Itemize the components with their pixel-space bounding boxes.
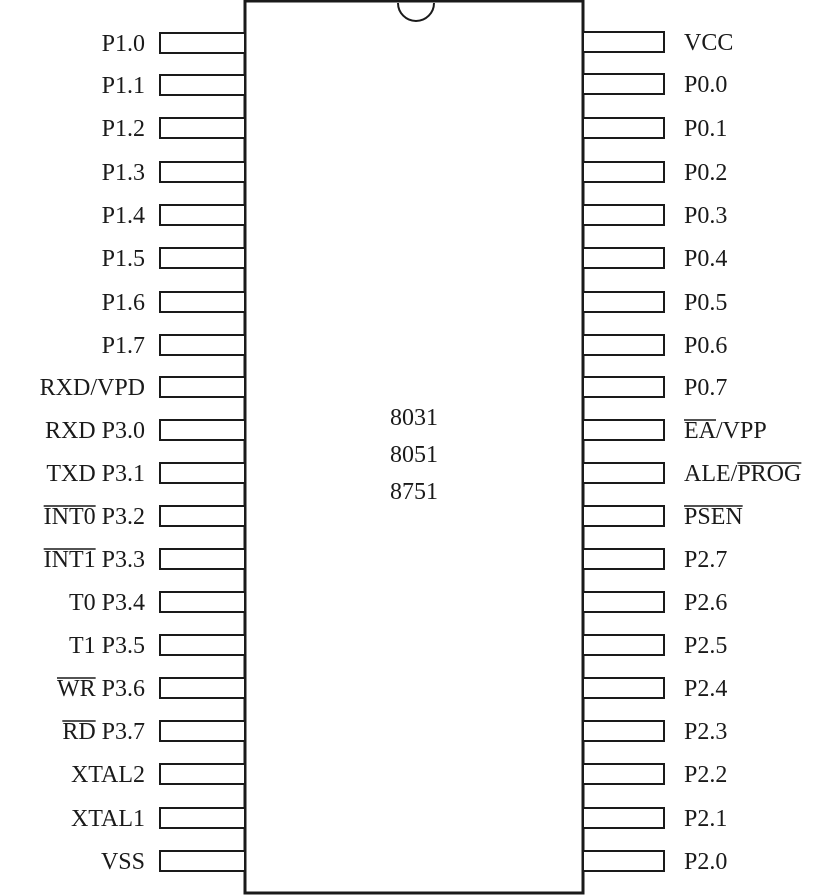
pin-lead bbox=[160, 377, 245, 397]
pin-label: P2.0 bbox=[684, 849, 728, 875]
pin-p2-4 bbox=[583, 676, 727, 702]
pin-p1-5 bbox=[102, 246, 245, 272]
pin-lead bbox=[160, 118, 245, 138]
pin-xtal2 bbox=[71, 762, 245, 788]
pin-p2-5 bbox=[583, 633, 727, 659]
pin-p1-3 bbox=[102, 160, 245, 186]
pin-label: VSS bbox=[100, 849, 145, 875]
pin-label: P0.1 bbox=[684, 116, 728, 142]
pin-label: P0.6 bbox=[684, 333, 728, 359]
pin-ale-prog bbox=[583, 461, 801, 487]
pin-p0-1 bbox=[583, 116, 727, 142]
pin-lead bbox=[583, 162, 664, 182]
pin-lead bbox=[160, 463, 245, 483]
pin-rd-p3-7 bbox=[62, 719, 245, 745]
pin-label: P0.2 bbox=[684, 160, 728, 186]
pin-label: WR P3.6 bbox=[56, 676, 145, 702]
pin-int0-p3-2 bbox=[44, 504, 245, 530]
pin-label: P1.4 bbox=[101, 203, 145, 229]
pin-lead bbox=[160, 335, 245, 355]
pin-lead bbox=[160, 162, 245, 182]
pin-lead bbox=[160, 248, 245, 268]
pin-lead bbox=[583, 335, 664, 355]
pin-p0-2 bbox=[583, 160, 727, 186]
pin-p2-1 bbox=[583, 806, 727, 832]
pin-label: ALE/PROG bbox=[684, 461, 802, 487]
pin-label: RXD P3.0 bbox=[44, 418, 145, 444]
pin-label: INT1 P3.3 bbox=[43, 547, 145, 573]
pin-label: P2.1 bbox=[684, 806, 728, 832]
pin-p1-1 bbox=[102, 73, 245, 99]
pin-lead bbox=[160, 75, 245, 95]
pin-lead bbox=[583, 248, 664, 268]
pin-label: P2.5 bbox=[684, 633, 728, 659]
pin-label: RD P3.7 bbox=[62, 719, 145, 745]
pin-label: XTAL2 bbox=[70, 762, 145, 788]
pin-lead bbox=[583, 506, 664, 526]
pin-label: P2.3 bbox=[684, 719, 728, 745]
pin-p1-6 bbox=[102, 290, 245, 316]
pin-lead bbox=[583, 808, 664, 828]
pin-lead bbox=[583, 592, 664, 612]
pin-label: XTAL1 bbox=[70, 806, 145, 832]
pin-lead bbox=[583, 764, 664, 784]
pin-label: P1.2 bbox=[101, 116, 145, 142]
pin-label: INT0 P3.2 bbox=[43, 504, 145, 530]
pin-label: P1.5 bbox=[101, 246, 145, 272]
pin-lead bbox=[160, 549, 245, 569]
pin-p0-3 bbox=[583, 203, 727, 229]
pin-lead bbox=[160, 292, 245, 312]
pin-lead bbox=[583, 635, 664, 655]
pin-label: P1.6 bbox=[101, 290, 145, 316]
pin-lead bbox=[160, 420, 245, 440]
pin-lead bbox=[160, 721, 245, 741]
pin-label: P2.2 bbox=[684, 762, 728, 788]
pin-rxd-p3-0 bbox=[45, 418, 245, 444]
pin-lead bbox=[583, 32, 664, 52]
pin-label: T0 P3.4 bbox=[68, 590, 145, 616]
pin-xtal1 bbox=[71, 806, 245, 832]
pin-label: P2.4 bbox=[684, 676, 728, 702]
pin-lead bbox=[583, 292, 664, 312]
pin-p0-4 bbox=[583, 246, 727, 272]
pin-lead bbox=[583, 118, 664, 138]
pin-label: P1.7 bbox=[101, 333, 145, 359]
pin-lead bbox=[160, 808, 245, 828]
pin-lead bbox=[583, 851, 664, 871]
pin-lead bbox=[160, 851, 245, 871]
pin-lead bbox=[583, 377, 664, 397]
pin-lead bbox=[160, 33, 245, 53]
pin-label: P0.5 bbox=[684, 290, 728, 316]
pin-lead bbox=[160, 635, 245, 655]
pin-lead bbox=[583, 721, 664, 741]
pin-label: P2.7 bbox=[684, 547, 728, 573]
pin-lead bbox=[160, 592, 245, 612]
pin-lead bbox=[160, 205, 245, 225]
pin-lead bbox=[583, 420, 664, 440]
pin-txd-p3-1 bbox=[46, 461, 245, 487]
right-pin-column bbox=[583, 30, 801, 875]
pin-int1-p3-3 bbox=[44, 547, 245, 573]
part-number-8051: 8051 bbox=[390, 442, 438, 468]
pin-lead bbox=[583, 205, 664, 225]
pin-label: P0.7 bbox=[684, 375, 728, 401]
pin-wr-p3-6 bbox=[57, 676, 245, 702]
pin-lead bbox=[583, 549, 664, 569]
pin-vss bbox=[101, 849, 245, 875]
pin-p2-6 bbox=[583, 590, 727, 616]
pin-label: P1.1 bbox=[101, 73, 145, 99]
pin-p2-2 bbox=[583, 762, 727, 788]
pin-p0-0 bbox=[583, 72, 727, 98]
pin-t0-p3-4 bbox=[69, 590, 245, 616]
pin-p1-0 bbox=[102, 31, 245, 57]
pin-lead bbox=[583, 74, 664, 94]
pin-p2-0 bbox=[583, 849, 727, 875]
pin-label: P0.4 bbox=[684, 246, 728, 272]
pin-p0-6 bbox=[583, 333, 727, 359]
pin-p2-3 bbox=[583, 719, 727, 745]
pin-label: P2.6 bbox=[684, 590, 728, 616]
pin-label: RXD/VPD bbox=[39, 375, 145, 401]
pin-label: P1.0 bbox=[101, 31, 145, 57]
pin-label: VCC bbox=[684, 30, 734, 56]
pin-label: P0.3 bbox=[684, 203, 728, 229]
pin-label: EA/VPP bbox=[684, 418, 767, 444]
pin-label: TXD P3.1 bbox=[46, 461, 145, 487]
pin-label: T1 P3.5 bbox=[68, 633, 145, 659]
pin-lead bbox=[583, 678, 664, 698]
chip-part-numbers bbox=[390, 405, 438, 505]
pin-p2-7 bbox=[583, 547, 727, 573]
pin-vcc bbox=[583, 30, 733, 56]
pin-label: P0.0 bbox=[684, 72, 728, 98]
pin-lead bbox=[160, 506, 245, 526]
pin-lead bbox=[160, 678, 245, 698]
pin-p1-2 bbox=[102, 116, 245, 142]
pin-p0-5 bbox=[583, 290, 727, 316]
pin-psen bbox=[583, 504, 743, 530]
left-pin-column bbox=[40, 31, 245, 875]
pin-p1-7 bbox=[102, 333, 245, 359]
pin-lead bbox=[583, 463, 664, 483]
pin-lead bbox=[160, 764, 245, 784]
pin-label: P1.3 bbox=[101, 160, 145, 186]
pin-p1-4 bbox=[102, 203, 245, 229]
pin-label: PSEN bbox=[684, 504, 743, 530]
pin-t1-p3-5 bbox=[69, 633, 245, 659]
part-number-8031: 8031 bbox=[390, 405, 438, 431]
pin-ea-vpp bbox=[583, 418, 767, 444]
pin-p0-7 bbox=[583, 375, 727, 401]
part-number-8751: 8751 bbox=[390, 479, 438, 505]
pin-rxd-vpd bbox=[40, 375, 245, 401]
